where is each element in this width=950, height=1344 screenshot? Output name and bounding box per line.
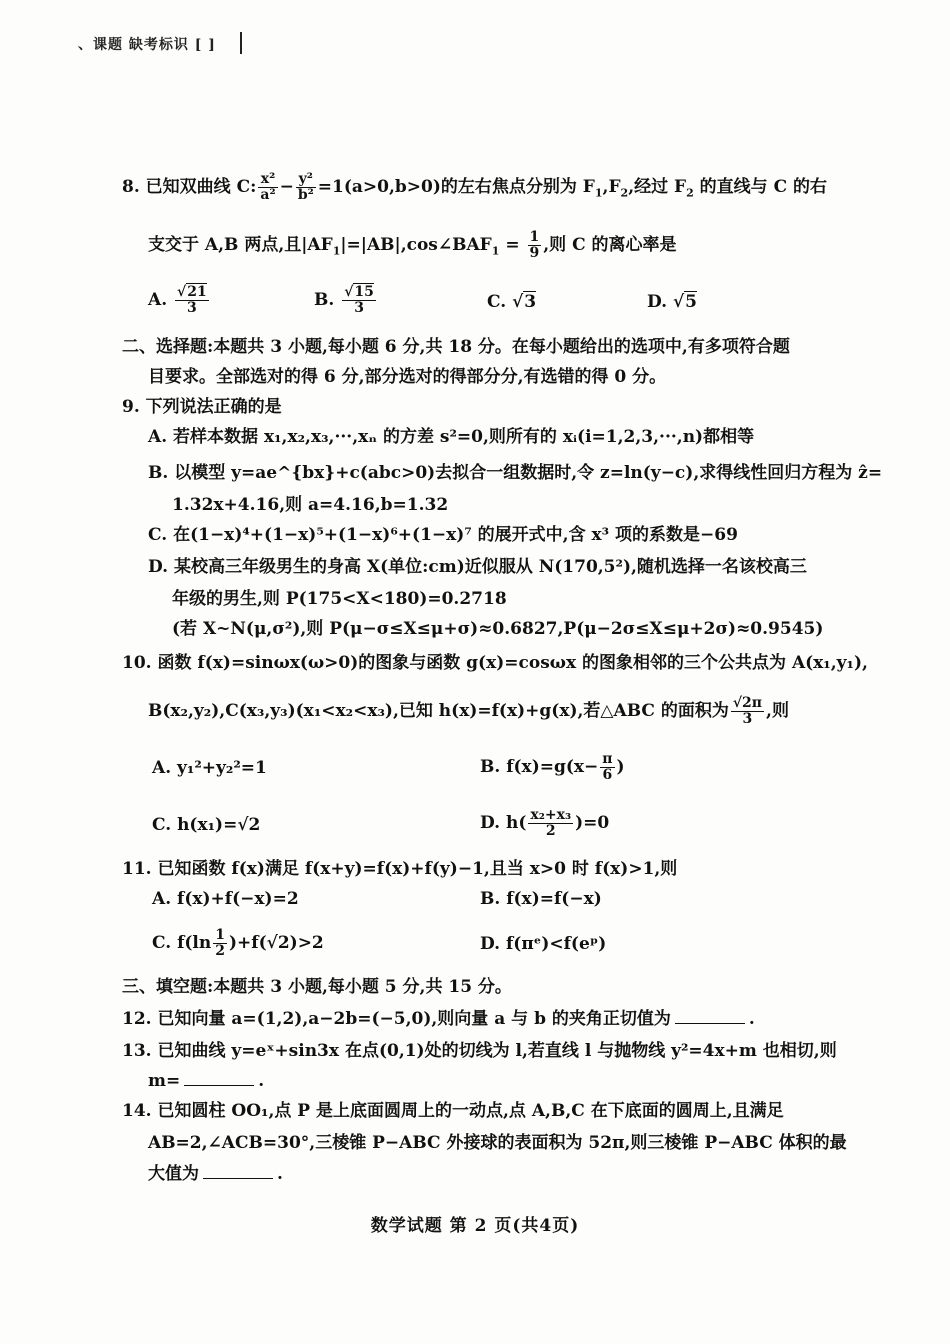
q8-option-b[interactable]: B. $\frac{√15}{3}$ bbox=[314, 284, 374, 316]
section2-heading-line1: 二、选择题:本题共 3 小题,每小题 6 分,共 18 分。在每小题给出的选项中,有多项符合题 bbox=[122, 337, 790, 357]
q8-frac-x: $\frac{\text{x²}}{\text{a²}}$ bbox=[260, 171, 276, 203]
q9-option-d-line2: 年级的男生,则 P(175<X<180)=0.2718 bbox=[172, 589, 507, 609]
q11-option-d[interactable]: D. f(πᵉ)<f(eᵖ) bbox=[480, 934, 607, 954]
page-footer: 数学试题 第 2 页(共4页) bbox=[370, 1216, 580, 1236]
q8-option-d[interactable]: D. √5 bbox=[647, 292, 697, 312]
q12-stem: 12. 已知向量 a=(1,2),a−2b=(−5,0),则向量 a 与 b 的夹角正切值为 . bbox=[122, 1009, 755, 1029]
q14-stem-line1: 14. 已知圆柱 OO₁,点 P 是上底面圆周上的一动点,点 A,B,C 在下底面的圆周上,且满足 bbox=[122, 1101, 784, 1121]
q11-option-c[interactable]: C. f(ln $\frac{1}{2}$ )+f(√2)>2 bbox=[152, 927, 324, 959]
q11-option-b[interactable]: B. f(x)=f(−x) bbox=[480, 889, 602, 909]
section2-heading-line2: 目要求。全部选对的得 6 分,部分选对的得部分分,有选错的得 0 分。 bbox=[148, 367, 667, 387]
q11-option-a[interactable]: A. f(x)+f(−x)=2 bbox=[152, 889, 299, 909]
q8-frac-y: $\frac{\text{y²}}{\text{b²}}$ bbox=[297, 171, 314, 203]
q13-stem-line1: 13. 已知曲线 y=eˣ+sin3x 在点(0,1)处的切线为 l,若直线 l 与抛物线 y²=4x+m 也相切,则 bbox=[122, 1041, 837, 1061]
q10-option-a[interactable]: A. y₁²+y₂²=1 bbox=[152, 758, 267, 778]
q14-answer-blank[interactable] bbox=[203, 1164, 273, 1179]
q10-stem-line2: B(x₂,y₂),C(x₃,y₃)(x₁<x₂<x₃),已知 h(x)=f(x)+g(x),若△ABC 的面积为 $\frac{√2\pi}{3}$ ,则 bbox=[148, 695, 789, 727]
q10-area-frac: $\frac{√2\pi}{3}$ bbox=[732, 695, 763, 727]
q10-option-b[interactable]: B. f(x)=g(x− $\frac{\pi}{6}$ ) bbox=[480, 751, 625, 783]
q9-option-b-line1[interactable]: B. 以模型 y=ae^{bx}+c(abc>0)去拟合一组数据时,令 z=ln(y−c),求得线性回归方程为 ẑ= bbox=[148, 463, 883, 483]
section3-heading: 三、填空题:本题共 3 小题,每小题 5 分,共 15 分。 bbox=[122, 977, 512, 997]
q8-option-c[interactable]: C. √3 bbox=[487, 292, 537, 312]
q10-option-c[interactable]: C. h(x₁)=√2 bbox=[152, 815, 261, 835]
q11-stem: 11. 已知函数 f(x)满足 f(x+y)=f(x)+f(y)−1,且当 x>0 时 f(x)>1,则 bbox=[122, 859, 678, 879]
q10-stem-line1: 10. 函数 f(x)=sinωx(ω>0)的图象与函数 g(x)=cosωx 的图象相邻的三个公共点为 A(x₁,y₁), bbox=[122, 653, 868, 673]
q9-option-d-line1[interactable]: D. 某校高三年级男生的身高 X(单位:cm)近似服从 N(170,5²),随机选择一名该校高三 bbox=[148, 557, 807, 577]
q9-option-b-line2: 1.32x+4.16,则 a=4.16,b=1.32 bbox=[172, 495, 449, 515]
q14-stem-line3: 大值为 . bbox=[148, 1164, 283, 1184]
header-mark: 、课题 缺考标识 [ ] bbox=[78, 37, 216, 53]
q9-option-a[interactable]: A. 若样本数据 x₁,x₂,x₃,···,xₙ 的方差 s²=0,则所有的 xᵢ(i=1,2,3,···,n)都相等 bbox=[148, 427, 755, 447]
q8-stem-line1: 8. 已知双曲线 C: $\frac{\text{x²}}{\text{a²}}$ − $\frac{\text{y²}}{\text{b²}}$ =1(a>0,b>0)的左右焦点分别为 $F_1,F_2$,经过 $F_2$ 的直线与 C 的右 bbox=[122, 171, 828, 203]
q13-stem-line2: m= . bbox=[148, 1071, 265, 1091]
q8-option-a[interactable]: A. $\frac{√21}{3}$ bbox=[148, 284, 207, 316]
header-divider bbox=[240, 32, 242, 54]
q9-stem: 9. 下列说法正确的是 bbox=[122, 397, 282, 417]
q13-answer-blank[interactable] bbox=[184, 1071, 254, 1086]
q9-option-d-note: (若 X~N(μ,σ²),则 P(μ−σ≤X≤μ+σ)≈0.6827,P(μ−2σ≤X≤μ+2σ)≈0.9545) bbox=[172, 619, 824, 639]
q14-stem-line2: AB=2,∠ACB=30°,三棱锥 P−ABC 外接球的表面积为 52π,则三棱锥 P−ABC 体积的最 bbox=[148, 1133, 847, 1153]
q8-cos-frac: $\frac{1}{9}$ bbox=[529, 229, 540, 261]
q8-stem-line2: 支交于 A,B 两点,且$|AF_1|=|AB|,\cos\angle BAF_1$ = $\frac{1}{9}$ ,则 C 的离心率是 bbox=[148, 229, 677, 261]
q10-option-d[interactable]: D. h( $\frac{\text{x₂+x₃}}{2}$ )=0 bbox=[480, 807, 610, 839]
q9-option-c[interactable]: C. 在(1−x)⁴+(1−x)⁵+(1−x)⁶+(1−x)⁷ 的展开式中,含 x³ 项的系数是−69 bbox=[148, 525, 738, 545]
q12-answer-blank[interactable] bbox=[675, 1009, 745, 1024]
